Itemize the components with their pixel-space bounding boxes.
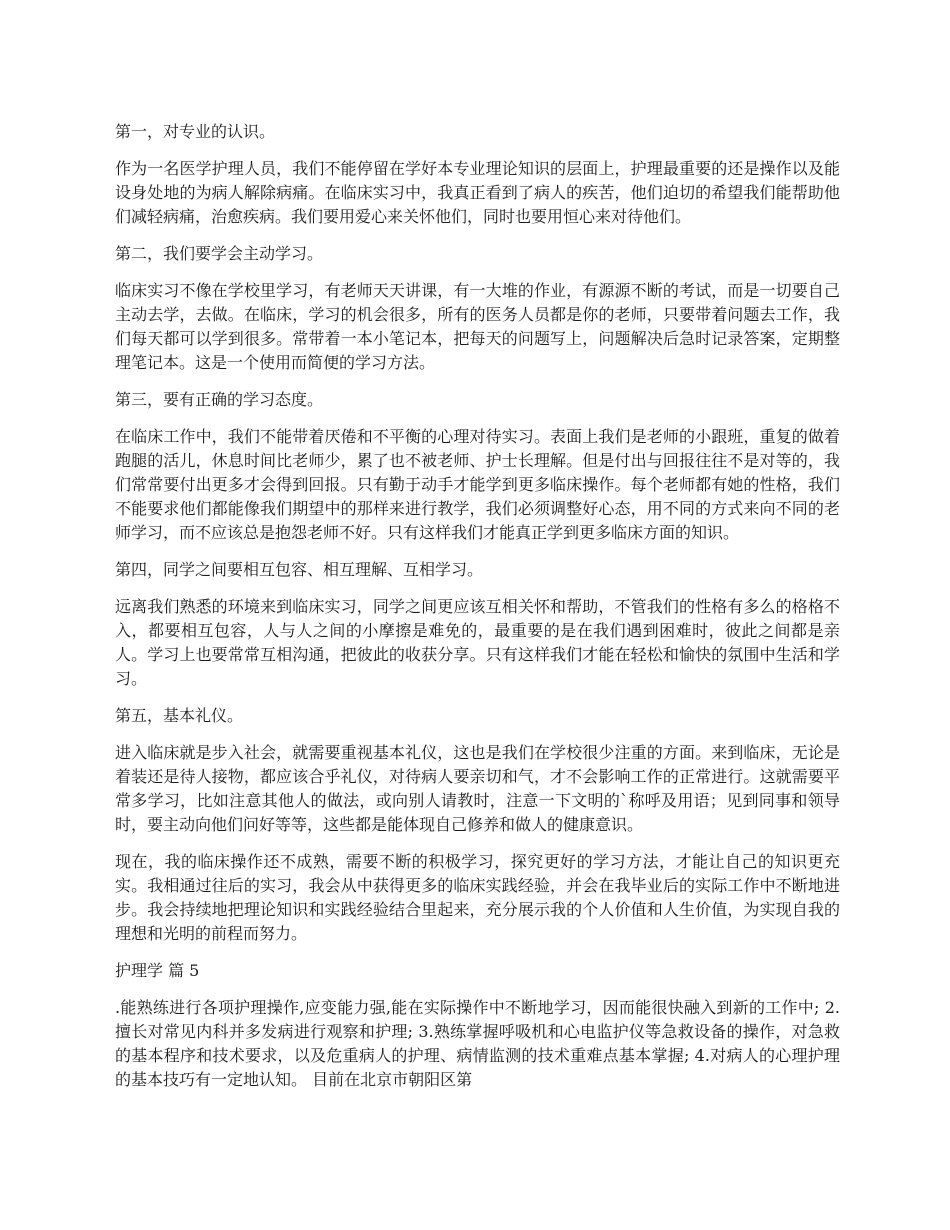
section-heading-1: 第一，对专业的认识。 [115,122,276,141]
section-heading-3: 第三，要有正确的学习态度。 [115,390,324,409]
article-body: .能熟练进行各项护理操作,应变能力强,能在实际操作中不断地学习，因而能很快融入到新的工作中; 2.擅长对常见内科并多发病进行观察和护理; 3.熟练掌握呼吸机和心电监护仪等急救设备的操作，对急救的基本程序和技术要求，以及危重病人的护理、病情监测的技术重难点基本掌握; 4.对病人的心理护理的基本技巧有一定地认知。 目前在北京市朝阳区第 [115,998,840,1089]
section-heading-4: 第四，同学之间要相互包容、相互理解、互相学习。 [115,560,484,579]
section-body-4: 远离我们熟悉的环境来到临床实习，同学之间更应该互相关怀和帮助，不管我们的性格有多么的格格不入，都要相互包容，人与人之间的小摩擦是难免的，最重要的是在我们遇到困难时，彼此之间都是亲人。学习上也要常常互相沟通，把彼此的收获分享。只有这样我们才能在轻松和愉快的氛围中生活和学习。 [115,597,840,688]
section-body-5: 进入临床就是步入社会，就需要重视基本礼仪，这也是我们在学校很少注重的方面。来到临床，无论是着装还是待人接物，都应该合乎礼仪，对待病人要亲切和气，才不会影响工作的正常进行。这就需要平常多学习，比如注意其他人的做法，或向别人请教时，注意一下文明的`称呼及用语；见到同事和领导时，要主动向他们问好等等，这些都是能体现自己修养和做人的健康意识。 [115,743,840,834]
closing-paragraph: 现在，我的临床操作还不成熟，需要不断的积极学习，探究更好的学习方法，才能让自己的知识更充实。我相通过往后的实习，我会从中获得更多的临床实践经验，并会在我毕业后的实际工作中不断地进步。我会持续地把理论知识和实践经验结合里起来，充分展示我的个人价值和人生价值，为实现自我的理想和光明的前程而努力。 [115,852,840,943]
section-heading-2: 第二，我们要学会主动学习。 [115,244,324,263]
document-page [115,120,840,1105]
section-body-3: 在临床工作中，我们不能带着厌倦和不平衡的心理对待实习。表面上我们是老师的小跟班，重复的做着跑腿的活儿，休息时间比老师少，累了也不被老师、护士长理解。但是付出与回报往往不是对等的，我们常常要付出更多才会得到回报。只有勤于动手才能学到更多临床操作。每个老师都有她的性格，我们不能要求他们都能像我们期望中的那样来进行教学，我们必须调整好心态，用不同的方式来向不同的老师学习，而不应该总是抱怨老师不好。只有这样我们才能真正学到更多临床方面的知识。 [115,427,840,542]
section-body-2: 临床实习不像在学校里学习，有老师天天讲课，有一大堆的作业，有源源不断的考试，而是一切要自己主动去学，去做。在临床，学习的机会很多，所有的医务人员都是你的老师，只要带着问题去工作，我们每天都可以学到很多。常带着一本小笔记本，把每天的问题写上，问题解决后急时记录答案，定期整理笔记本。这是一个使用而简便的学习方法。 [115,281,840,372]
article-title: 护理学 篇 5 [115,961,200,980]
section-heading-5: 第五，基本礼仪。 [115,706,244,725]
section-body-1: 作为一名医学护理人员，我们不能停留在学好本专业理论知识的层面上，护理最重要的还是操作以及能设身处地的为病人解除病痛。在临床实习中，我真正看到了病人的疾苦，他们迫切的希望我们能帮助他们减轻病痛，治愈疾病。我们要用爱心来关怀他们，同时也要用恒心来对待他们。 [115,159,840,226]
